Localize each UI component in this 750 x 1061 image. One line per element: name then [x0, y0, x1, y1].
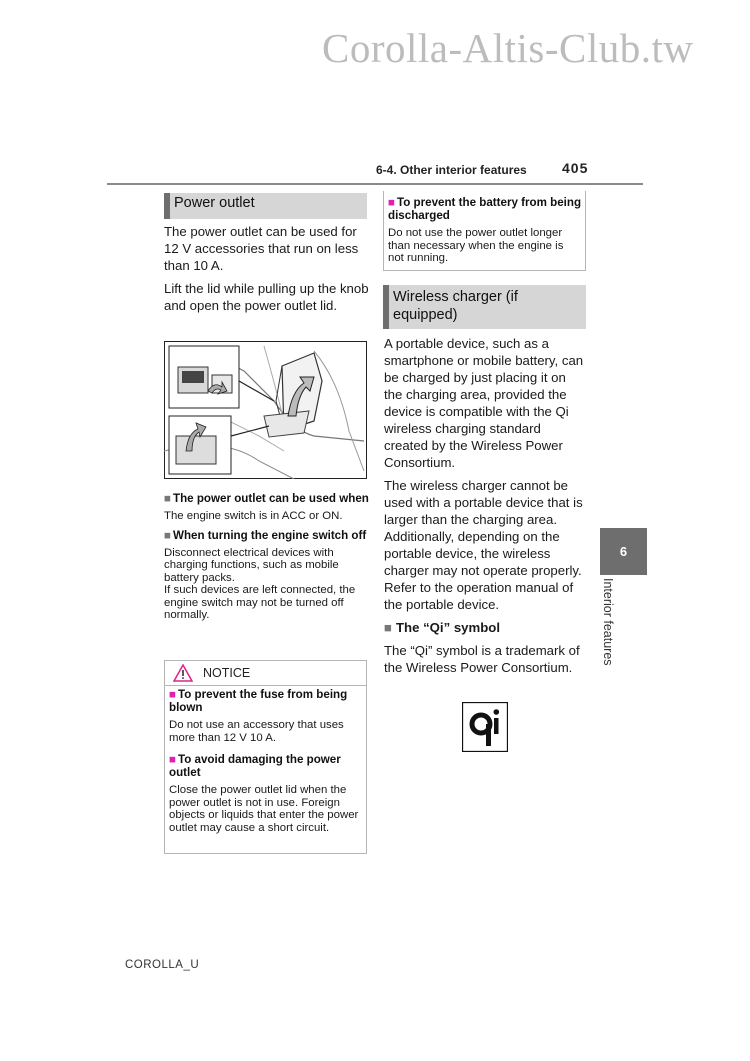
- chapter-tab-label: Interior features: [601, 578, 615, 666]
- notice-item1-text: Do not use an accessory that uses more than 12 V 10 A.: [169, 719, 344, 744]
- wireless-para2: The wireless charger cannot be used with a portable device that is larger than the charging area. Additionally, depending on the portable device, the wireless charger may not operate properly. Refer to the operation manual of the portable device.: [384, 478, 583, 612]
- square-bullet-icon: ■: [169, 753, 177, 766]
- notice-header: [165, 661, 366, 686]
- notice-item2-title: To avoid damaging the power outlet: [169, 753, 341, 779]
- notice-item1-title: To prevent the fuse from being blown: [169, 688, 348, 714]
- chapter-tab[interactable]: 6: [600, 528, 647, 575]
- notice-item2-heading: [169, 753, 363, 779]
- footer-code: COROLLA_U: [125, 959, 200, 971]
- warning-triangle-icon: [173, 664, 193, 682]
- page-number: 405: [562, 160, 589, 176]
- note2-text: [164, 547, 369, 622]
- watermark: Corolla-Altis-Club.tw: [322, 25, 694, 71]
- note2-title: When turning the engine switch off: [173, 528, 367, 542]
- note1-title: The power outlet can be used when: [173, 492, 369, 505]
- square-bullet-icon: ■: [164, 528, 172, 542]
- notice-item3-heading: [388, 196, 582, 222]
- note1-text: The engine switch is in ACC or ON.: [164, 510, 343, 522]
- power-outlet-illustration: [164, 341, 367, 479]
- note2-text2: If such devices are left connected, the engine switch may not be turned off normally.: [164, 584, 356, 621]
- qi-title: The “Qi” symbol: [395, 620, 501, 635]
- wireless-heading-text: Wireless charger (if equipped): [393, 289, 518, 323]
- square-bullet-icon: ■: [388, 196, 396, 209]
- notice-box: [164, 660, 367, 854]
- notice-item3-title: To prevent the battery from being discharged: [388, 196, 582, 222]
- note1-heading: [164, 492, 369, 505]
- power-outlet-heading: [164, 193, 367, 219]
- square-bullet-icon: ■: [169, 688, 177, 701]
- note2-text1: Disconnect electrical devices with charging functions, such as mobile battery packs.: [164, 546, 339, 584]
- section-title: 6-4. Other interior features: [376, 163, 527, 177]
- notice-continued-content: [388, 196, 582, 265]
- notice-item2-text: Close the power outlet lid when the power outlet is not in use. Foreign objects or liquids that enter the power outlet may cause a short circuit.: [169, 784, 359, 834]
- square-bullet-icon: ■: [164, 492, 172, 505]
- note2-heading: [164, 529, 369, 542]
- qi-text: The “Qi” symbol is a trademark of the Wireless Power Consortium.: [384, 643, 580, 675]
- notice-item1-heading: [169, 688, 363, 714]
- chapter-tab-label-wrap: [602, 578, 616, 678]
- power-outlet-notes: [164, 492, 369, 622]
- power-outlet-para1: The power outlet can be used for 12 V accessories that run on less than 10 A.: [164, 224, 359, 273]
- wireless-para1: A portable device, such as a smartphone or mobile battery, can be charged by just placing it on the charging area, provided the device is compatible with the Qi wireless charging standard created by the Wireless Power Consortium.: [384, 336, 584, 470]
- notice-item3-text: Do not use the power outlet longer than necessary when the engine is not running.: [388, 227, 564, 264]
- power-outlet-para2: Lift the lid while pulling up the knob and open the power outlet lid.: [164, 281, 369, 313]
- notice-continued-box: [383, 191, 586, 271]
- notice-label: NOTICE: [203, 666, 251, 680]
- power-outlet-heading-text: Power outlet: [174, 195, 255, 211]
- wireless-body: [384, 335, 586, 676]
- wireless-heading: [383, 285, 586, 329]
- qi-heading: [384, 619, 586, 636]
- header-rule: [107, 183, 643, 185]
- power-outlet-body: [164, 223, 369, 314]
- square-bullet-icon: ■: [384, 620, 392, 635]
- qi-logo-icon: [462, 702, 508, 752]
- notice-content: [169, 688, 363, 834]
